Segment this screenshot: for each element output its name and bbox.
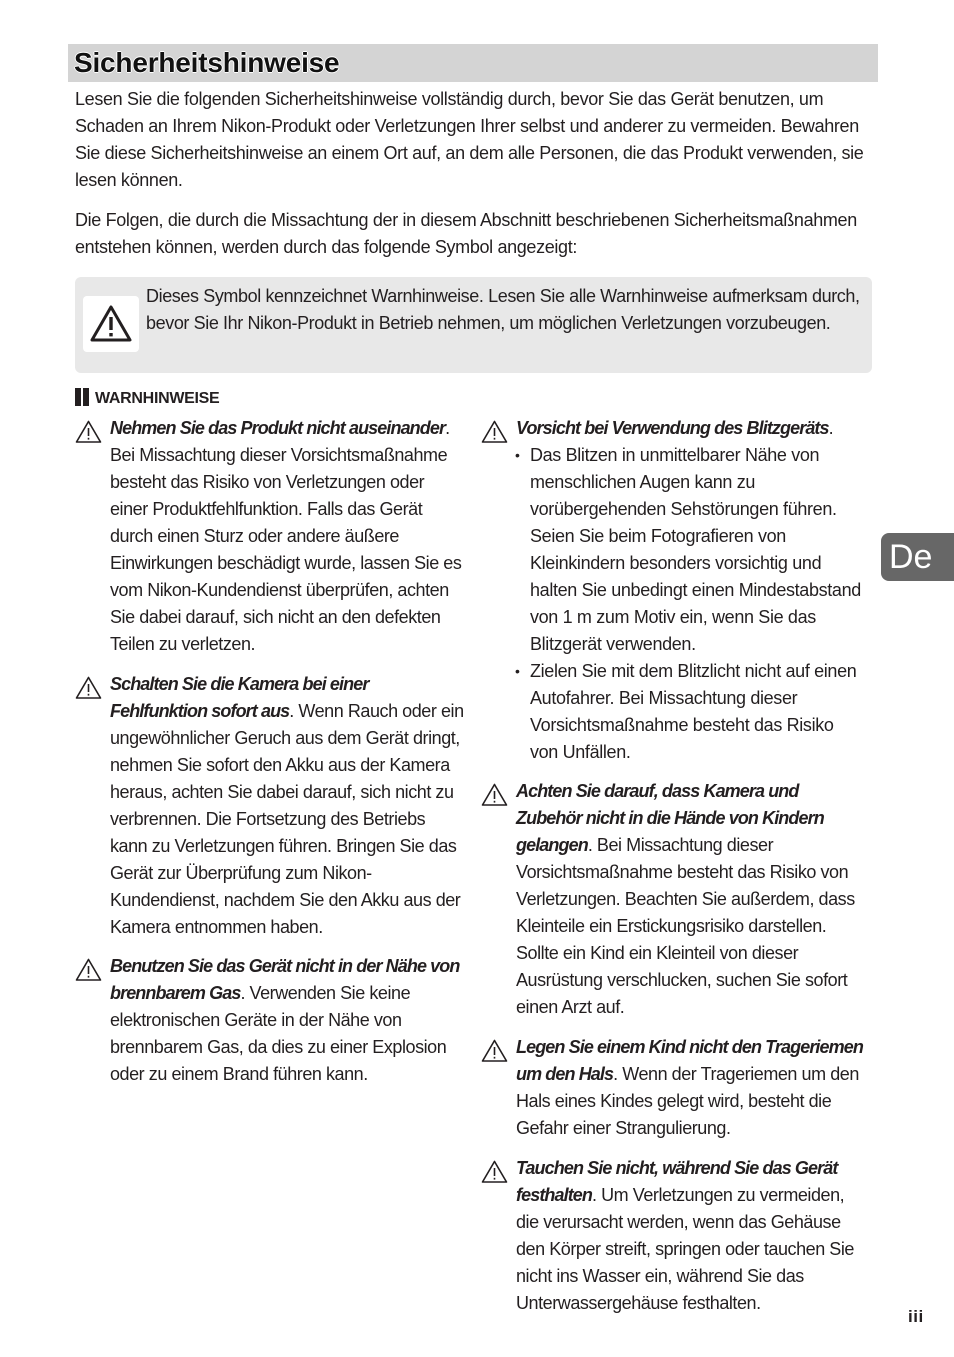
language-tab-label: De bbox=[889, 538, 933, 576]
warning-triangle-icon bbox=[481, 1160, 508, 1184]
warning-triangle-icon bbox=[83, 296, 139, 352]
list-item: • Das Blitzen in unmittelbarer Nähe von menschlichen Augen kann zu vorübergehenden Sehstörungen führen. Seien Sie beim Fotografieren von Kleinkindern besonders vorsichtig und halten Sie unbedingt einen Mindestabstand von 1 m zum Motiv ein, wenn Sie das Blitzgerät verwenden. bbox=[517, 442, 862, 658]
page-number: iii bbox=[908, 1307, 924, 1326]
warning-triangle-icon bbox=[481, 420, 508, 444]
section-heading bbox=[75, 387, 219, 411]
flash-bullet-list bbox=[517, 442, 862, 766]
warning-triangle-icon bbox=[481, 783, 508, 807]
list-item: • Zielen Sie mit dem Blitzlicht nicht auf einen Autofahrer. Bei Missachtung dieser Vorsichtsmaßnahme besteht das Risiko von Unfällen. bbox=[517, 658, 862, 766]
entry-body: . Wenn der Trageriemen um den Hals eines Kindes gelegt wird, besteht die Gefahr einer Strangulierung. bbox=[516, 1064, 859, 1138]
intro-paragraph-1: Lesen Sie die folgenden Sicherheitshinweise vollständig durch, bevor Sie das Gerät benutzen, um Schaden an Ihrem Nikon-Produkt oder Verletzungen Ihrer selbst und anderer zu vermeiden. Bewahren Sie diese Sicherheitshinweise an einem Ort auf, an dem alle Personen, die das Produkt verwenden, sie lesen können. bbox=[75, 89, 864, 190]
section-heading-label: WARNHINWEISE bbox=[95, 390, 220, 407]
entry-heading: Vorsicht bei Verwendung des Blitzgeräts bbox=[516, 418, 829, 438]
page-title: Sicherheitshinweise bbox=[74, 47, 340, 78]
entry-body: . Um Verletzungen zu vermeiden, die verursacht werden, wenn das Gehäuse den Körper streift, springen oder tauchen Sie nicht ins Wasser ein, während Sie das Unterwassergehäuse festhalten. bbox=[516, 1185, 854, 1313]
entry-body: . Bei Missachtung dieser Vorsichtsmaßnahme besteht das Risiko von Verletzungen oder einer Produktfehlfunktion. Falls das Gerät durch einen Sturz oder andere äußere Einwirkungen beschädigt wurde, lassen Sie es vom Nikon-Kundendienst überprüfen, achten Sie dabei darauf, sich nicht an den defekten Teilen zu verletzen. bbox=[110, 418, 462, 654]
entry-heading: Benutzen Sie das Gerät nicht in der Nähe von brennbarem Gas bbox=[110, 956, 460, 1003]
intro-paragraph-2: Die Folgen, die durch die Missachtung der in diesem Abschnitt beschriebenen Sicherheitsmaßnahmen entstehen können, werden durch das folgende Symbol angezeigt: bbox=[75, 210, 857, 257]
warning-symbol-box bbox=[75, 277, 872, 373]
entry-heading: Schalten Sie die Kamera bei einer Fehlfunktion sofort aus bbox=[110, 674, 369, 721]
warning-box-text: Dieses Symbol kennzeichnet Warnhinweise. Lesen Sie alle Warnhinweise aufmerksam durch, bevor Sie Ihr Nikon-Produkt in Betrieb nehmen, um möglichen Verletzungen vorzubeugen. bbox=[146, 286, 860, 333]
entry-body: . bbox=[828, 418, 834, 438]
entry-body: . Bei Missachtung dieser Vorsichtsmaßnahme besteht das Risiko von Verletzungen. Beachten Sie außerdem, dass Kleinteile ein Erstickungsrisiko darstellen. Sollte ein Kind ein Kleinteil von dieser Ausrüstung verschlucken, suchen Sie sofort einen Arzt auf. bbox=[516, 835, 855, 1017]
title-bar bbox=[68, 44, 878, 82]
entry-heading: Nehmen Sie das Produkt nicht auseinander bbox=[110, 418, 446, 438]
section-marker bbox=[75, 388, 81, 406]
entry-heading: Tauchen Sie nicht, während Sie das Gerät festhalten bbox=[516, 1158, 838, 1205]
entry-heading: Legen Sie einem Kind nicht den Trageriemen um den Hals bbox=[516, 1037, 863, 1084]
warning-triangle-icon bbox=[481, 1039, 508, 1063]
section-marker bbox=[83, 388, 89, 406]
warning-triangle-icon bbox=[75, 958, 102, 982]
warning-triangle-icon bbox=[75, 676, 102, 700]
entry-body: . Wenn Rauch oder ein ungewöhnlicher Geruch aus dem Gerät dringt, nehmen Sie sofort den Akku aus der Kamera heraus, achten Sie dabei darauf, sich nicht zu verbrennen. Die Fortsetzung des Betriebs kann zu Verletzungen führen. Bringen Sie das Gerät zur Überprüfung zum Nikon-Kundendienst, nachdem Sie den Akku aus der Kamera entnommen haben. bbox=[110, 701, 464, 937]
entry-body: . Verwenden Sie keine elektronischen Geräte in der Nähe von brennbarem Gas, da dies zu einer Explosion oder zu einem Brand führen kann. bbox=[110, 983, 447, 1084]
language-tab bbox=[881, 533, 954, 581]
warning-triangle-icon bbox=[75, 420, 102, 444]
entry-heading: Achten Sie darauf, dass Kamera und Zubehör nicht in die Hände von Kindern gelangen bbox=[516, 781, 824, 855]
